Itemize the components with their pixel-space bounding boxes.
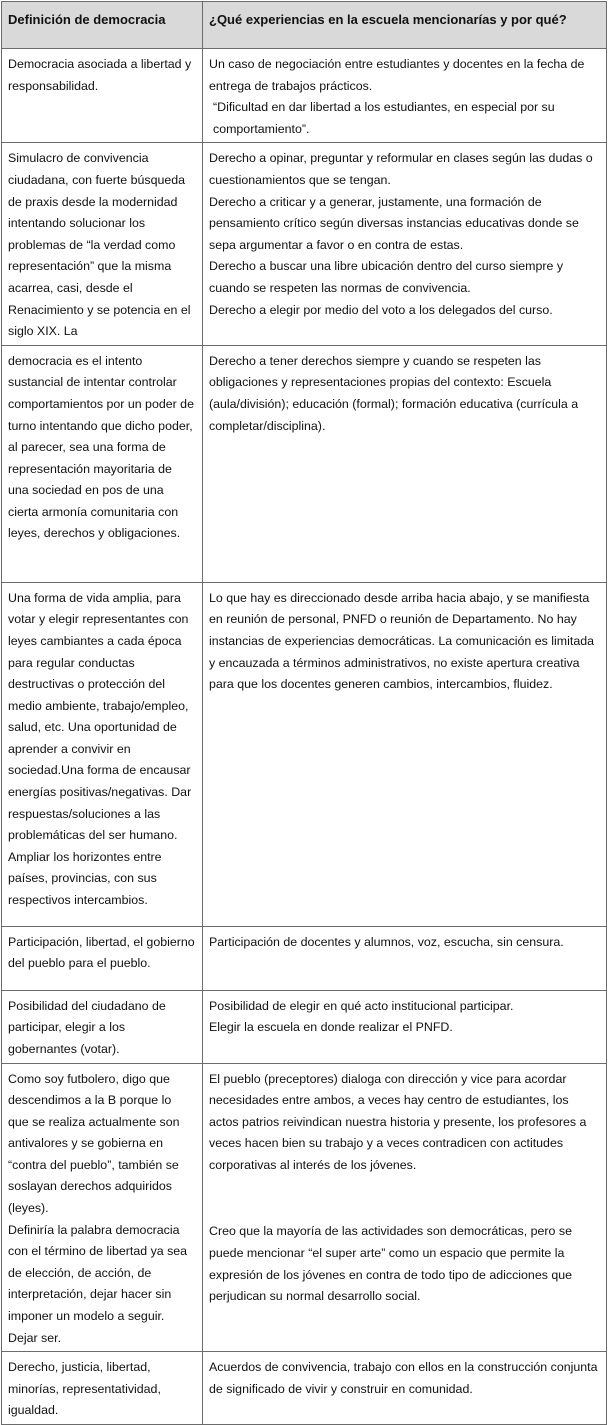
experience-text: Un caso de negociación entre estudiantes y docentes en la fecha de entrega de trabajos prácticos. (209, 57, 585, 93)
experience-cell (203, 1063, 607, 1352)
table-row (2, 345, 607, 582)
experience-text: Lo que hay es direccionado desde arriba hacia abajo, y se manifiesta en reunión de personal, PNFD o reunión de Departamento. No hay instancias de experiencias democráticas. La comunicación es limitada y encauzada a términos administrativos, no existe apertura creativa para que los docentes generen cambios, intercambios, fluidez. (209, 590, 594, 692)
experience-text: Derecho a criticar y a generar, justamente, una formación de pensamiento crítico según diversas instancias educativas donde se sepa argumentar a favor o en contra de estas. (209, 194, 579, 252)
definition-cell: democracia es el intento sustancial de intentar controlar comportamientos por un poder de turno intentando que dicho poder, al parecer, sea una forma de representación mayoritaria de una sociedad en pos de una cierta armonía comunitaria con leyes, derechos y obligaciones. (2, 345, 203, 582)
header-row (2, 2, 607, 49)
table-row (2, 582, 607, 926)
experience-text: Posibilidad de elegir en qué acto institucional participar. (209, 998, 514, 1013)
experience-text: Derecho a tener derechos siempre y cuando se respeten las obligaciones y representaciones propias del contexto: Escuela (aula/división); educación (formal); formación educativa (currícula a completar/disciplina). (209, 353, 579, 433)
header-definition: Definición de democracia (2, 2, 203, 49)
table-row (2, 1063, 607, 1352)
definition-cell: Derecho, justicia, libertad, minorías, representatividad, igualdad. (2, 1352, 203, 1425)
experience-cell (203, 49, 607, 143)
experience-text: Elegir la escuela en donde realizar el PNFD. (209, 1020, 453, 1035)
header-experiences: ¿Qué experiencias en la escuela mencionarías y por qué? (203, 2, 607, 49)
definition-cell: Simulacro de convivencia ciudadana, con fuerte búsqueda de praxis desde la modernidad intentando solucionar los problemas de “la verdad como representación” que la misma acarrea, casi, desde el Renacimiento y se potencia en el siglo XIX. La (2, 143, 203, 345)
experience-text: Acuerdos de convivencia, trabajo con ellos en la construcción conjunta de significado de vivir y construir en comunidad. (209, 1360, 598, 1396)
experience-cell (203, 345, 607, 582)
experience-cell (203, 926, 607, 990)
table-row (2, 1352, 607, 1425)
definition-cell: Participación, libertad, el gobierno del pueblo para el pueblo. (2, 926, 203, 990)
experience-text: Participación de docentes y alumnos, voz, escucha, sin censura. (209, 934, 564, 949)
experience-text: Creo que la mayoría de las actividades son democráticas, pero se puede mencionar “el super arte” como un espacio que permite la expresión de los jóvenes en contra de todo tipo de adicciones que perjudican su normal desarrollo social. (209, 1224, 573, 1304)
table-row (2, 990, 607, 1063)
definition-text: Como soy futbolero, digo que descendimos a la B porque lo que se realiza actualmente son antivalores y se gobierna en “contra del pueblo”, también se soslayan derechos adquiridos (leyes). (8, 1071, 180, 1216)
experience-cell (203, 1352, 607, 1425)
definition-cell (2, 1063, 203, 1352)
experience-cell (203, 582, 607, 926)
definition-text: Definiría la palabra democracia con el término de libertad ya sea de elección, de acción, de interpretación, dejar hacer sin imponer un modelo a seguir. Dejar ser. (8, 1222, 188, 1345)
experience-text: Derecho a elegir por medio del voto a los delegados del curso. (209, 302, 553, 317)
experience-text: Derecho a opinar, preguntar y reformular en clases según las dudas o cuestionamientos que se tengan. (209, 151, 593, 187)
table-row (2, 49, 607, 143)
experience-text: “Dificultad en dar libertad a los estudiantes, en especial por su comportamiento”. (213, 100, 555, 136)
definition-cell: Democracia asociada a libertad y responsabilidad. (2, 49, 203, 143)
table-row (2, 143, 607, 345)
experience-text: El pueblo (preceptores) dialoga con dirección y vice para acordar necesidades entre ambos, a veces hay centro de estudiantes, los actos patrios reivindican nuestra historia y presente, los profesores a veces hacen bien su trabajo y a veces contradicen con actitudes corporativas al interés de los jóvenes. (209, 1071, 587, 1172)
experience-cell (203, 990, 607, 1063)
definition-cell: Posibilidad del ciudadano de participar, elegir a los gobernantes (votar). (2, 990, 203, 1063)
spacer (209, 1176, 599, 1221)
experience-text: Derecho a buscar una libre ubicación dentro del curso siempre y cuando se respeten las normas de convivencia. (209, 259, 564, 295)
definition-cell: Una forma de vida amplia, para votar y elegir representantes con leyes cambiantes a cada época para regular conductas destructivas o protección del medio ambiente, trabajo/empleo, salud, etc. Una oportunidad de aprender a convivir en sociedad.Una forma de encausar energías positivas/negativas. Dar respuestas/soluciones a las problemáticas del ser humano. Ampliar los horizontes entre países, provincias, con sus respectivos intercambios. (2, 582, 203, 926)
experience-cell (203, 143, 607, 345)
table-row (2, 926, 607, 990)
democracy-table (1, 1, 607, 1425)
